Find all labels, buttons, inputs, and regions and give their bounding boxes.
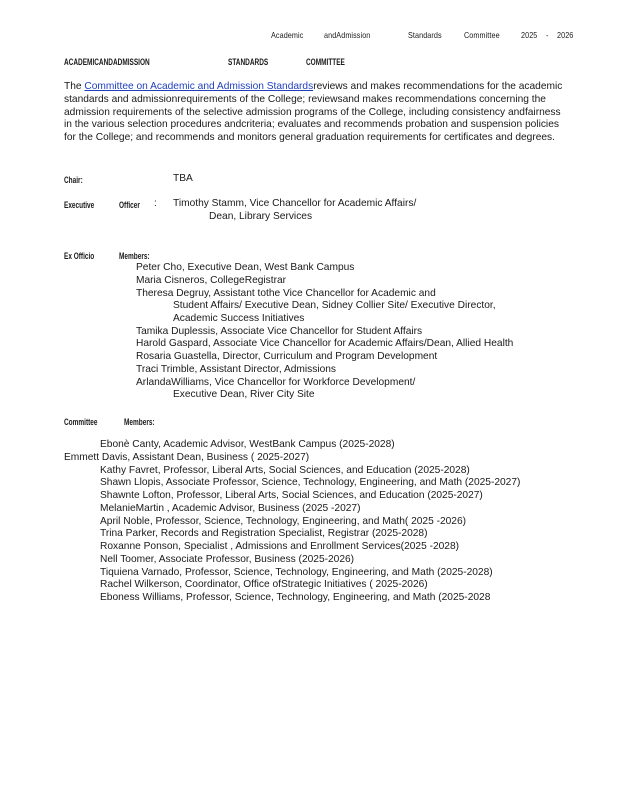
executive-officer-label2: Officer	[119, 200, 140, 210]
ex-officio-member: Tamika Duplessis, Associate Vice Chancellor for Student Affairs	[136, 326, 423, 337]
executive-officer-colon: :	[154, 198, 157, 209]
chair-label: Chair:	[64, 175, 83, 185]
ex-officio-member-cont: Academic Success Initiatives	[173, 313, 305, 324]
ex-officio-member-cont: Student Affairs/ Executive Dean, Sidney Collier Site/ Executive Director,	[173, 300, 496, 311]
executive-officer-label1: Executive	[64, 200, 95, 210]
committee-member: Emmett Davis, Assistant Dean, Business ( 2025-2027)	[64, 452, 310, 463]
chair-value: TBA	[173, 173, 193, 184]
committee-link[interactable]: Committee on Academic and Admission Standards	[84, 81, 314, 92]
committee-member: MelanieMartin , Academic Advisor, Business (2025 -2027)	[100, 503, 361, 514]
committee-member: Eboness Williams, Professor, Science, Technology, Engineering, and Math (2025-2028	[100, 592, 491, 603]
committee-member: Trina Parker, Records and Registration Specialist, Registrar (2025-2028)	[100, 528, 428, 539]
committee-member: Kathy Favret, Professor, Liberal Arts, Social Sciences, and Education (2025-2028)	[100, 465, 470, 476]
ex-officio-member: ArlandaWilliams, Vice Chancellor for Workforce Development/	[136, 377, 416, 388]
ex-officio-label2: Members:	[119, 251, 150, 261]
page-title-part1: ACADEMICANDADMISSION	[64, 57, 150, 67]
intro-rest: reviews and makes recommendations for the academic standards and admissionrequirements of the College; reviewsand makes recommendations concerning the admission requirements of the selective admission programs of the College, including consistency andfairness in the various selection procedures andcriteria; evaluates and recommends probation and suspension policies for the College; and recommends and monitors general graduation requirements for certificates and degrees.	[64, 81, 563, 144]
committee-member: Nell Toomer, Associate Professor, Business (2025-2026)	[100, 554, 355, 565]
ex-officio-member: Harold Gaspard, Associate Vice Chancellor for Academic Affairs/Dean, Allied Health	[136, 338, 514, 349]
header-year-start: 2025	[521, 30, 538, 40]
committee-label2: Members:	[124, 417, 155, 427]
ex-officio-member: Traci Trimble, Assistant Director, Admissions	[136, 364, 337, 375]
page-title-part2: STANDARDS	[228, 57, 269, 67]
ex-officio-label1: Ex Officio	[64, 251, 95, 261]
header-committee: Committee	[464, 30, 500, 40]
ex-officio-member: Rosaria Guastella, Director, Curriculum and Program Development	[136, 351, 438, 362]
committee-member: Roxanne Ponson, Specialist , Admissions and Enrollment Services(2025 -2028)	[100, 541, 460, 552]
ex-officio-member-cont: Executive Dean, River City Site	[173, 389, 315, 400]
intro-lead: The	[64, 81, 82, 92]
header-standards: Standards	[408, 30, 442, 40]
header-doc-name2: andAdmission	[324, 30, 371, 40]
header-year-end: 2026	[557, 30, 574, 40]
intro-paragraph	[64, 81, 564, 145]
ex-officio-member: Peter Cho, Executive Dean, West Bank Campus	[136, 262, 355, 273]
committee-member: Shawnte Lofton, Professor, Liberal Arts, Social Sciences, and Education (2025-2027)	[100, 490, 483, 501]
committee-member: Rachel Wilkerson, Coordinator, Office ofStrategic Initiatives ( 2025-2026)	[100, 579, 428, 590]
executive-officer-line1: Timothy Stamm, Vice Chancellor for Academic Affairs/	[173, 198, 417, 209]
executive-officer-line2: Dean, Library Services	[209, 211, 313, 222]
committee-member: Tiquiena Varnado, Professor, Science, Technology, Engineering, and Math (2025-2028)	[100, 567, 493, 578]
ex-officio-member: Theresa Degruy, Assistant tothe Vice Chancellor for Academic and	[136, 288, 436, 299]
ex-officio-member: Maria Cisneros, CollegeRegistrar	[136, 275, 287, 286]
committee-member: Ebonè Canty, Academic Advisor, WestBank Campus (2025-2028)	[100, 439, 395, 450]
committee-label1: Committee	[64, 417, 98, 427]
page-title-part3: COMMITTEE	[306, 57, 345, 67]
header-doc-name: Academic	[271, 30, 304, 40]
committee-member: Shawn Llopis, Associate Professor, Science, Technology, Engineering, and Math (2025-2027)	[100, 477, 521, 488]
committee-member: April Noble, Professor, Science, Technology, Engineering, and Math( 2025 -2026)	[100, 516, 467, 527]
header-year-dash: -	[546, 30, 549, 40]
